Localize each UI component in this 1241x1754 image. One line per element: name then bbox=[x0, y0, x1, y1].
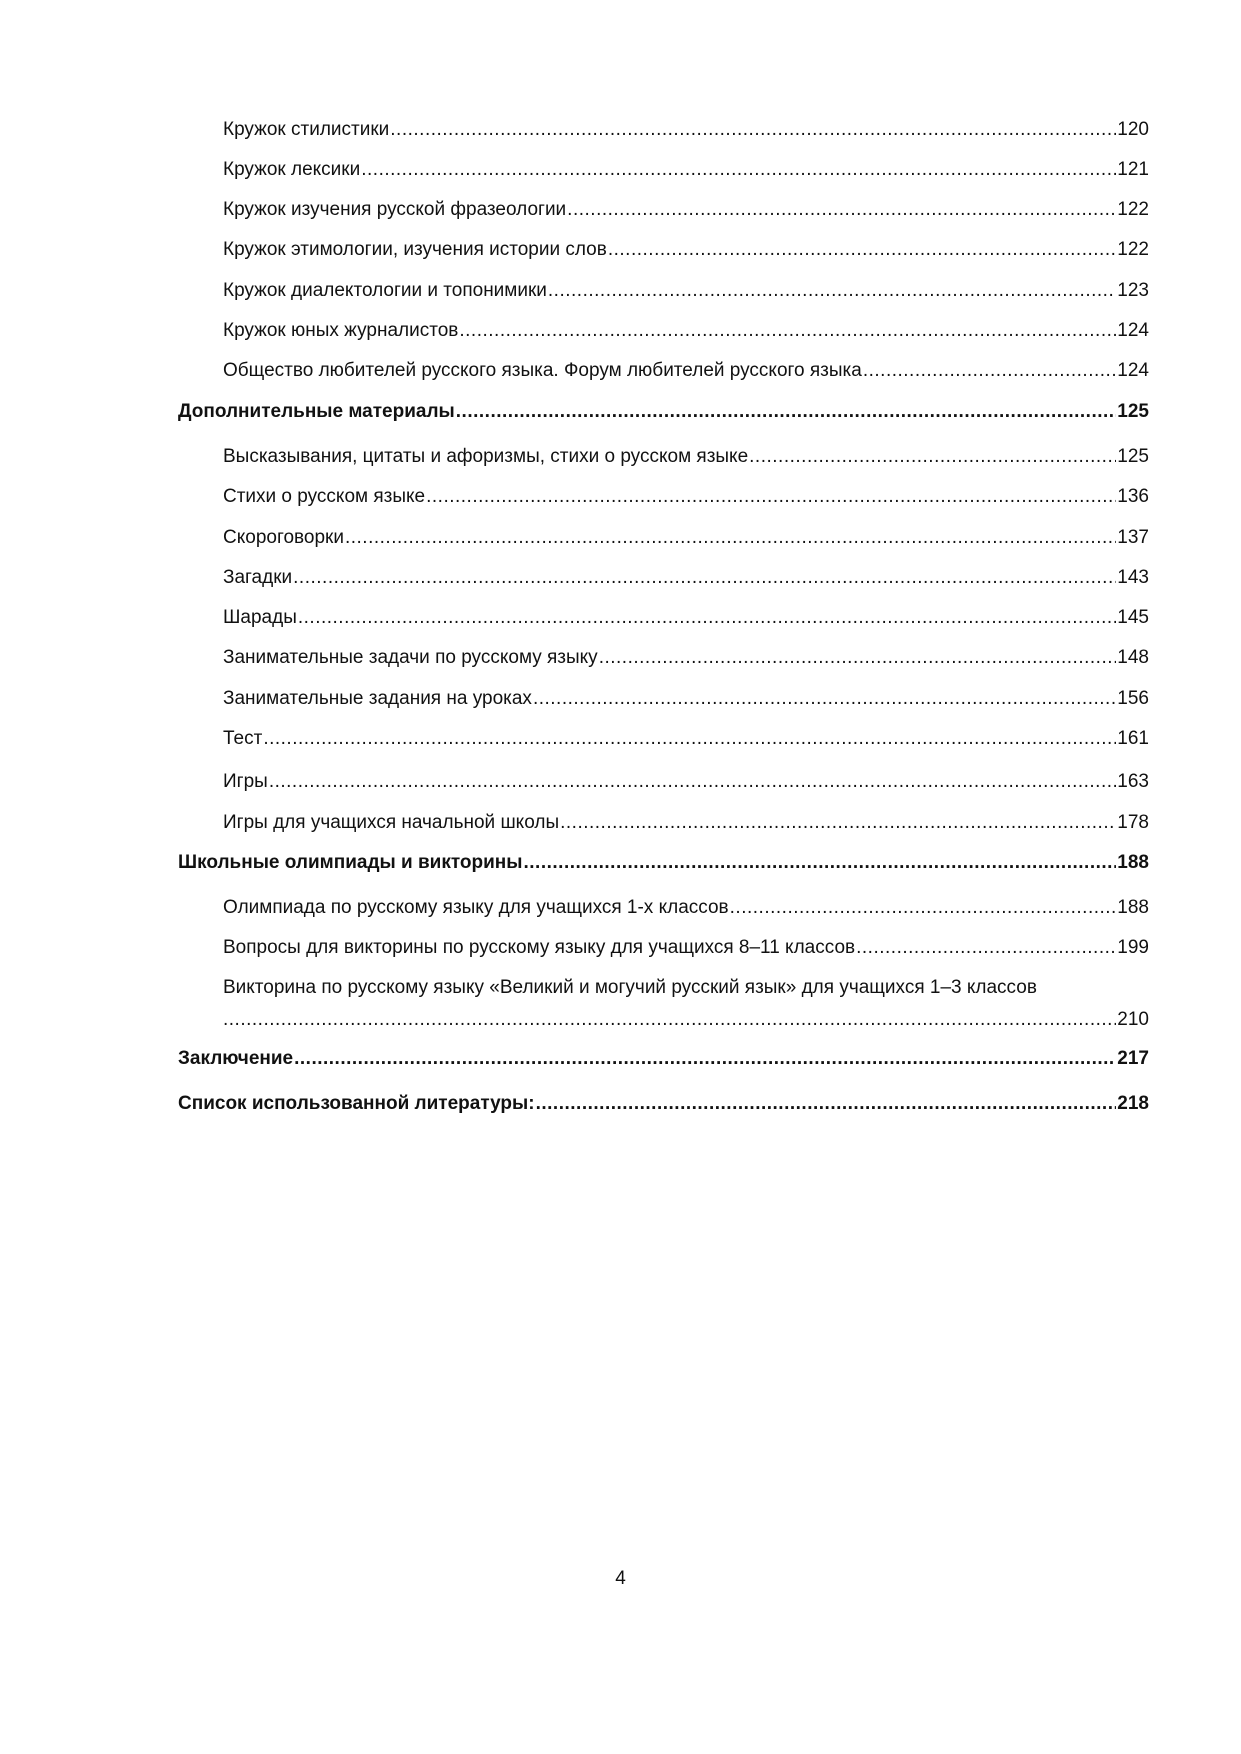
toc-leader-dots bbox=[749, 445, 1116, 469]
toc-entry-page: 122 bbox=[1117, 199, 1149, 220]
toc-leader-dots bbox=[361, 158, 1116, 182]
toc-entry-page: 120 bbox=[1117, 119, 1149, 140]
toc-leader-dots bbox=[456, 400, 1117, 424]
toc-entry-page: 143 bbox=[1117, 567, 1149, 588]
toc-leader-dots bbox=[730, 896, 1117, 920]
toc-section-title: Список использованной литературы: bbox=[178, 1093, 535, 1114]
toc-entry-page: 124 bbox=[1117, 360, 1149, 381]
toc-entry-page: 178 bbox=[1117, 812, 1149, 833]
toc-entry-page: 163 bbox=[1117, 771, 1149, 792]
toc-entry[interactable] bbox=[223, 485, 1149, 509]
toc-leader-dots bbox=[567, 198, 1116, 222]
toc-entry-title: Кружок изучения русской фразеологии bbox=[223, 199, 567, 220]
toc-leader-dots bbox=[298, 606, 1116, 630]
toc-entry-title: Игры bbox=[223, 771, 268, 792]
toc-entry[interactable] bbox=[223, 727, 1149, 751]
toc-entry-title: Скороговорки bbox=[223, 527, 344, 548]
toc-leader-dots bbox=[524, 851, 1117, 875]
toc-leader-dots bbox=[536, 1092, 1117, 1116]
toc-entry[interactable] bbox=[223, 646, 1149, 670]
toc-leader-dots bbox=[223, 1008, 1116, 1032]
toc-entry-title: Общество любителей русского языка. Форум любителей русского языка bbox=[223, 360, 862, 381]
toc-entry[interactable] bbox=[223, 606, 1149, 630]
toc-entry[interactable] bbox=[223, 238, 1149, 262]
toc-leader-dots bbox=[293, 566, 1116, 590]
toc-leader-dots bbox=[608, 238, 1116, 262]
toc-entry-title: Олимпиада по русскому языку для учащихся 1-х классов bbox=[223, 897, 729, 918]
toc-section[interactable] bbox=[178, 851, 1149, 875]
toc-leader-dots bbox=[390, 118, 1116, 142]
toc-entry-page: 188 bbox=[1117, 897, 1149, 918]
toc-section-page: 217 bbox=[1117, 1048, 1149, 1069]
toc-entry-title: Кружок лексики bbox=[223, 159, 361, 180]
toc-entry-page: 210 bbox=[1117, 1009, 1149, 1030]
toc-leader-dots bbox=[294, 1047, 1116, 1071]
toc-leader-dots bbox=[269, 770, 1116, 794]
toc-section-title: Дополнительные материалы bbox=[178, 401, 455, 422]
toc-entry-page: 125 bbox=[1117, 446, 1149, 467]
toc-section[interactable] bbox=[178, 400, 1149, 424]
toc-entry-title: Загадки bbox=[223, 567, 293, 588]
toc-entry[interactable] bbox=[223, 279, 1149, 303]
toc-leader-dots bbox=[345, 526, 1116, 550]
toc-entry-title: Вопросы для викторины по русскому языку для учащихся 8–11 классов bbox=[223, 937, 856, 958]
toc-entry[interactable] bbox=[223, 896, 1149, 920]
toc-entry-title: Высказывания, цитаты и афоризмы, стихи о русском языке bbox=[223, 446, 749, 467]
toc-entry[interactable] bbox=[223, 359, 1149, 383]
toc-entry-title: Кружок этимологии, изучения истории слов bbox=[223, 239, 607, 260]
toc-entry-page: 121 bbox=[1117, 159, 1149, 180]
toc-leader-dots bbox=[459, 319, 1116, 343]
toc-entry-title: Стихи о русском языке bbox=[223, 486, 426, 507]
toc-entry-page: 124 bbox=[1117, 320, 1149, 341]
toc-section-page: 218 bbox=[1117, 1093, 1149, 1114]
toc-entry-page: 123 bbox=[1117, 280, 1149, 301]
toc-entry-page: 145 bbox=[1117, 607, 1149, 628]
toc-section-page: 125 bbox=[1117, 401, 1149, 422]
toc-leader-dots bbox=[533, 687, 1116, 711]
toc-entry[interactable] bbox=[223, 319, 1149, 343]
toc-entry-title: Тест bbox=[223, 728, 263, 749]
toc-section-title: Заключение bbox=[178, 1048, 294, 1069]
toc-entry-page: 156 bbox=[1117, 688, 1149, 709]
toc-entry-page: 148 bbox=[1117, 647, 1149, 668]
toc-leader-dots bbox=[856, 936, 1116, 960]
toc-entry-page: 199 bbox=[1117, 937, 1149, 958]
toc-entry-title: Занимательные задачи по русскому языку bbox=[223, 647, 598, 668]
toc-entry[interactable] bbox=[223, 811, 1149, 835]
toc-leader-dots bbox=[426, 485, 1116, 509]
toc-entry-page: 136 bbox=[1117, 486, 1149, 507]
toc-section[interactable] bbox=[178, 1047, 1149, 1071]
toc-entry[interactable] bbox=[223, 158, 1149, 182]
toc-leader-dots bbox=[599, 646, 1117, 670]
toc-entry-title: Занимательные задания на уроках bbox=[223, 688, 532, 709]
toc-entry-title: Кружок юных журналистов bbox=[223, 320, 459, 341]
toc-leader-dots bbox=[560, 811, 1116, 835]
toc-entry[interactable] bbox=[223, 936, 1149, 960]
toc-entry[interactable] bbox=[223, 198, 1149, 222]
toc-leader-dots bbox=[548, 279, 1116, 303]
toc-entry-title: Игры для учащихся начальной школы bbox=[223, 812, 560, 833]
toc-entry[interactable] bbox=[223, 566, 1149, 590]
toc-entry-title: Кружок стилистики bbox=[223, 119, 390, 140]
toc-entry[interactable] bbox=[223, 118, 1149, 142]
page-number: 4 bbox=[615, 1568, 626, 1589]
toc-entry-title: Шарады bbox=[223, 607, 297, 628]
toc-entry[interactable] bbox=[223, 445, 1149, 469]
toc-entry-page: 122 bbox=[1117, 239, 1149, 260]
toc-section-page: 188 bbox=[1117, 852, 1149, 873]
toc-entry-page: 137 bbox=[1117, 527, 1149, 548]
toc-entry-title: Кружок диалектологии и топонимики bbox=[223, 280, 547, 301]
toc-entry-wrapped[interactable] bbox=[223, 976, 1149, 1032]
toc-entry-page: 161 bbox=[1117, 728, 1149, 749]
toc-leader-dots bbox=[863, 359, 1116, 383]
toc-section[interactable] bbox=[178, 1092, 1149, 1116]
toc-entry[interactable] bbox=[223, 526, 1149, 550]
toc-section-title: Школьные олимпиады и викторины bbox=[178, 852, 523, 873]
toc-entry[interactable] bbox=[223, 687, 1149, 711]
toc-entry-title: Викторина по русскому языку «Великий и могучий русский язык» для учащихся 1–3 классов bbox=[223, 977, 1037, 998]
toc-leader-dots bbox=[263, 727, 1116, 751]
toc-entry[interactable] bbox=[223, 770, 1149, 794]
